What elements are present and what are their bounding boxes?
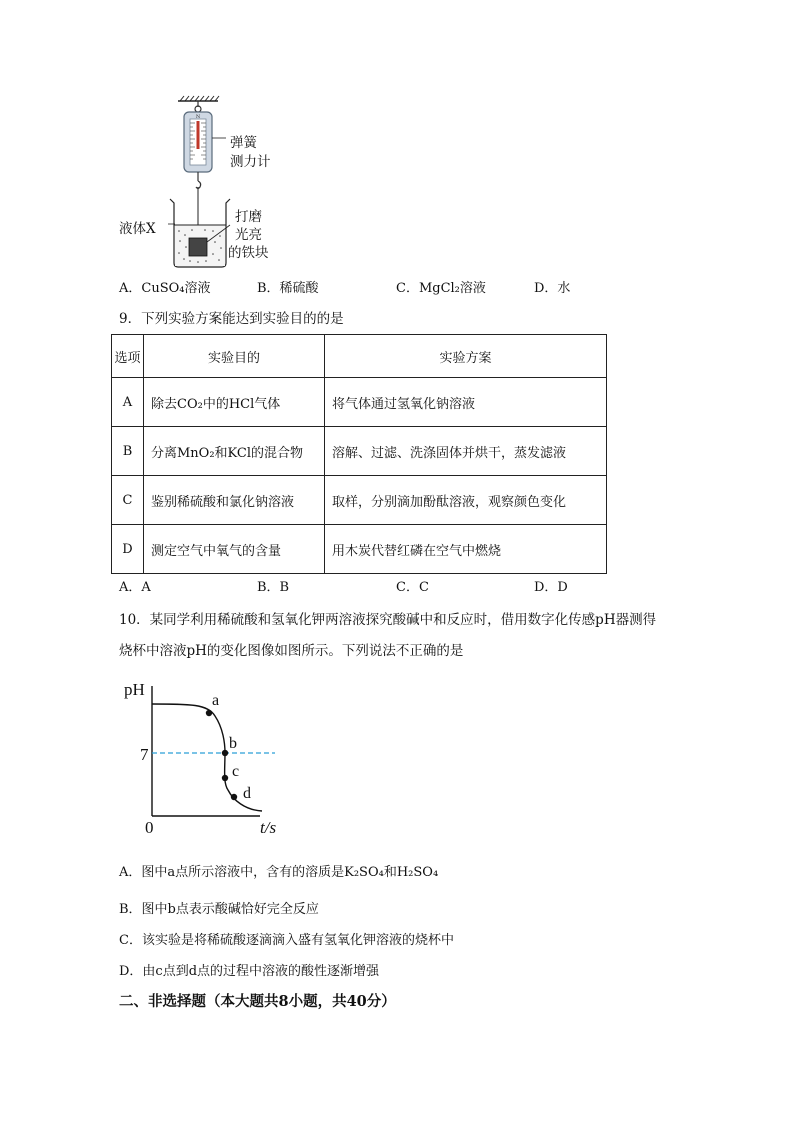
scale-label-2: 测力计 xyxy=(230,154,271,170)
iron-label-3: 的铁块 xyxy=(228,245,269,261)
row-option: A xyxy=(112,378,144,427)
row-plan: 将气体通过氢氧化钠溶液 xyxy=(325,378,607,427)
scale-label-1: 弹簧 xyxy=(230,135,257,151)
graph-origin-label: 0 xyxy=(145,818,154,837)
point-c xyxy=(222,775,228,781)
row-goal: 除去CO₂中的HCl气体 xyxy=(144,378,325,427)
header-option: 选项 xyxy=(112,335,144,378)
q9-option-a[interactable]: A．A xyxy=(119,580,151,595)
table-row xyxy=(112,427,607,476)
point-a-label: a xyxy=(212,692,220,709)
q9-option-d[interactable]: D．D xyxy=(534,580,568,595)
row-plan: 用木炭代替红磷在空气中燃烧 xyxy=(325,525,607,574)
graph-seven-label: 7 xyxy=(140,745,149,764)
row-goal: 测定空气中氧气的含量 xyxy=(144,525,325,574)
q10-stem-line1: 10．某同学利用稀硫酸和氢氧化钾两溶液探究酸碱中和反应时，借用数字化传感pH器测得 xyxy=(119,612,657,628)
point-d xyxy=(231,794,237,800)
q9-option-c[interactable]: C．C xyxy=(396,580,429,595)
q8-option-c[interactable]: C．MgCl₂溶液 xyxy=(396,281,486,296)
iron-label-2: 光亮 xyxy=(235,227,262,243)
liquid-x-label: 液体X xyxy=(119,221,156,237)
row-option: D xyxy=(112,525,144,574)
q9-stem: 9．下列实验方案能达到实验目的的是 xyxy=(119,311,344,327)
q9-table xyxy=(111,334,607,574)
q8-option-d[interactable]: D．水 xyxy=(534,281,571,296)
table-row xyxy=(112,378,607,427)
graph-y-label: pH xyxy=(124,680,145,699)
q10-option-b[interactable]: B．图中b点表示酸碱恰好完全反应 xyxy=(119,902,319,917)
point-a xyxy=(206,710,212,716)
row-goal: 分离MnO₂和KCl的混合物 xyxy=(144,427,325,476)
q8-option-a[interactable]: A．CuSO₄溶液 xyxy=(119,281,211,296)
row-goal: 鉴别稀硫酸和氯化钠溶液 xyxy=(144,476,325,525)
point-b-label: b xyxy=(229,735,237,752)
graph-x-label: t/s xyxy=(260,818,277,837)
row-plan: 溶解、过滤、洗涤固体并烘干，蒸发滤液 xyxy=(325,427,607,476)
row-plan: 取样，分别滴加酚酞溶液，观察颜色变化 xyxy=(325,476,607,525)
point-d-label: d xyxy=(243,785,251,802)
q10-option-c[interactable]: C．该实验是将稀硫酸逐滴滴入盛有氢氧化钾溶液的烧杯中 xyxy=(119,933,454,948)
table-row xyxy=(112,476,607,525)
point-b xyxy=(222,750,228,756)
row-option: C xyxy=(112,476,144,525)
q10-option-a[interactable]: A．图中a点所示溶液中，含有的溶质是K₂SO₄和H₂SO₄ xyxy=(119,865,439,880)
q10-stem-line2: 烧杯中溶液pH的变化图像如图所示。下列说法不正确的是 xyxy=(119,643,464,659)
svg-text:N: N xyxy=(195,114,201,120)
iron-label-1: 打磨 xyxy=(235,209,262,225)
q9-option-b[interactable]: B．B xyxy=(257,580,290,595)
header-plan: 实验方案 xyxy=(325,335,607,378)
section-2-heading: 二、非选择题（本大题共8小题，共40分） xyxy=(119,993,396,1010)
q10-option-d[interactable]: D．由c点到d点的过程中溶液的酸性逐渐增强 xyxy=(119,964,380,979)
table-row xyxy=(112,525,607,574)
header-goal: 实验目的 xyxy=(144,335,325,378)
row-option: B xyxy=(112,427,144,476)
q8-option-b[interactable]: B．稀硫酸 xyxy=(257,281,319,296)
point-c-label: c xyxy=(232,763,240,780)
